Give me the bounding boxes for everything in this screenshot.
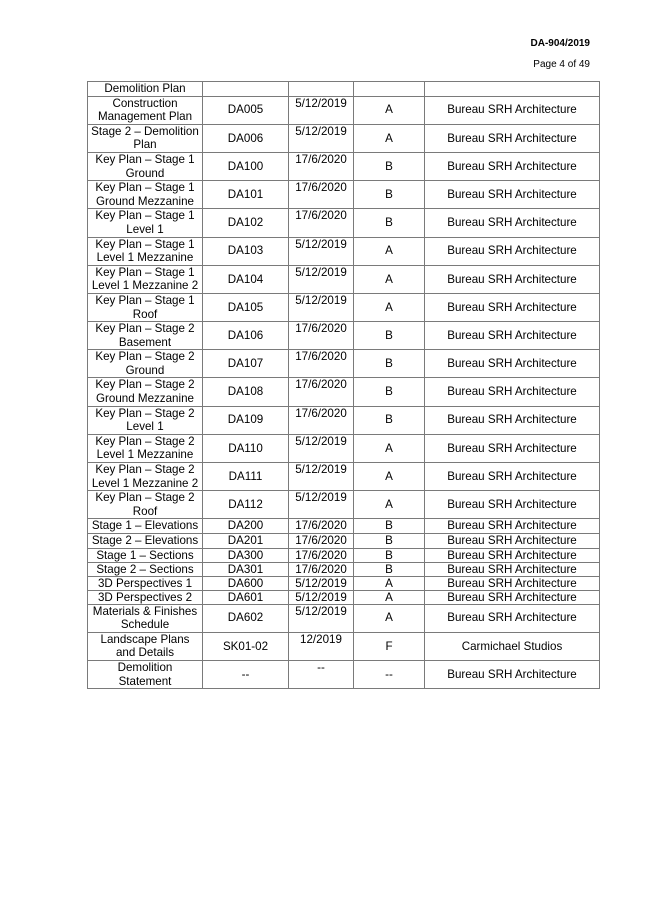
plan-date-cell: 5/12/2019 bbox=[289, 434, 354, 462]
plan-prepared-by-cell: Bureau SRH Architecture bbox=[425, 491, 600, 519]
plan-title-cell: Stage 1 – Sections bbox=[88, 548, 203, 562]
table-row bbox=[88, 322, 600, 350]
plan-prepared-by-cell: Bureau SRH Architecture bbox=[425, 378, 600, 406]
plan-prepared-by-cell: Carmichael Studios bbox=[425, 632, 600, 660]
plans-table-body bbox=[88, 82, 600, 689]
plan-date-cell: 17/6/2020 bbox=[289, 322, 354, 350]
plan-title-cell: Key Plan – Stage 1 Level 1 Mezzanine 2 bbox=[88, 265, 203, 293]
plan-title-cell: Key Plan – Stage 2 Ground bbox=[88, 350, 203, 378]
plan-prepared-by-cell: Bureau SRH Architecture bbox=[425, 96, 600, 124]
plan-number-cell: DA107 bbox=[203, 350, 289, 378]
table-row bbox=[88, 96, 600, 124]
plan-number-cell: DA106 bbox=[203, 322, 289, 350]
plan-prepared-by-cell: Bureau SRH Architecture bbox=[425, 590, 600, 604]
plan-title-cell: Key Plan – Stage 1 Roof bbox=[88, 293, 203, 321]
plan-prepared-by-cell: Bureau SRH Architecture bbox=[425, 463, 600, 491]
plan-title-cell: 3D Perspectives 2 bbox=[88, 590, 203, 604]
plan-date-cell: 12/2019 bbox=[289, 632, 354, 660]
plan-number-cell: DA602 bbox=[203, 604, 289, 632]
plan-title-cell: Key Plan – Stage 2 Basement bbox=[88, 322, 203, 350]
plan-prepared-by-cell: Bureau SRH Architecture bbox=[425, 293, 600, 321]
plan-title-cell: Stage 1 – Elevations bbox=[88, 519, 203, 534]
plan-date-cell: 17/6/2020 bbox=[289, 209, 354, 237]
table-row bbox=[88, 434, 600, 462]
plan-revision-cell: A bbox=[354, 491, 425, 519]
plan-date-cell: 17/6/2020 bbox=[289, 519, 354, 534]
plan-date-cell: 17/6/2020 bbox=[289, 406, 354, 434]
plan-date-cell: 5/12/2019 bbox=[289, 237, 354, 265]
plan-revision-cell: B bbox=[354, 378, 425, 406]
plan-revision-cell: A bbox=[354, 604, 425, 632]
plan-prepared-by-cell bbox=[425, 82, 600, 97]
plan-revision-cell: A bbox=[354, 124, 425, 152]
plan-number-cell: DA601 bbox=[203, 590, 289, 604]
plan-number-cell: DA103 bbox=[203, 237, 289, 265]
plan-prepared-by-cell: Bureau SRH Architecture bbox=[425, 562, 600, 576]
plan-date-cell: 17/6/2020 bbox=[289, 181, 354, 209]
table-row bbox=[88, 463, 600, 491]
table-row bbox=[88, 562, 600, 576]
table-row bbox=[88, 350, 600, 378]
plan-number-cell: DA005 bbox=[203, 96, 289, 124]
plan-revision-cell: A bbox=[354, 590, 425, 604]
plan-title-cell: 3D Perspectives 1 bbox=[88, 576, 203, 590]
plan-date-cell: -- bbox=[289, 660, 354, 688]
plan-revision-cell: B bbox=[354, 322, 425, 350]
plan-revision-cell: B bbox=[354, 519, 425, 534]
plan-title-cell: Key Plan – Stage 1 Ground Mezzanine bbox=[88, 181, 203, 209]
plan-revision-cell: B bbox=[354, 350, 425, 378]
plan-date-cell: 5/12/2019 bbox=[289, 576, 354, 590]
table-row bbox=[88, 590, 600, 604]
plan-number-cell: SK01-02 bbox=[203, 632, 289, 660]
table-row bbox=[88, 491, 600, 519]
plan-date-cell: 17/6/2020 bbox=[289, 152, 354, 180]
plan-date-cell: 5/12/2019 bbox=[289, 124, 354, 152]
plan-number-cell: DA301 bbox=[203, 562, 289, 576]
table-row bbox=[88, 237, 600, 265]
table-row bbox=[88, 548, 600, 562]
plan-prepared-by-cell: Bureau SRH Architecture bbox=[425, 576, 600, 590]
plan-number-cell: DA600 bbox=[203, 576, 289, 590]
plan-title-cell: Key Plan – Stage 2 Level 1 Mezzanine bbox=[88, 434, 203, 462]
plan-number-cell: DA110 bbox=[203, 434, 289, 462]
plan-revision-cell: A bbox=[354, 265, 425, 293]
table-row bbox=[88, 576, 600, 590]
plan-prepared-by-cell: Bureau SRH Architecture bbox=[425, 181, 600, 209]
plan-prepared-by-cell: Bureau SRH Architecture bbox=[425, 322, 600, 350]
plan-prepared-by-cell: Bureau SRH Architecture bbox=[425, 604, 600, 632]
plan-date-cell: 17/6/2020 bbox=[289, 562, 354, 576]
plan-title-cell: Materials & Finishes Schedule bbox=[88, 604, 203, 632]
plan-revision-cell: A bbox=[354, 463, 425, 491]
plan-date-cell: 17/6/2020 bbox=[289, 548, 354, 562]
plan-number-cell: DA201 bbox=[203, 534, 289, 549]
plan-revision-cell: B bbox=[354, 209, 425, 237]
plan-revision-cell: B bbox=[354, 181, 425, 209]
table-row bbox=[88, 152, 600, 180]
table-row bbox=[88, 534, 600, 549]
plan-date-cell: 17/6/2020 bbox=[289, 534, 354, 549]
plan-date-cell: 5/12/2019 bbox=[289, 604, 354, 632]
plan-number-cell bbox=[203, 82, 289, 97]
plan-title-cell: Key Plan – Stage 1 Level 1 Mezzanine bbox=[88, 237, 203, 265]
table-row bbox=[88, 181, 600, 209]
plan-date-cell: 17/6/2020 bbox=[289, 350, 354, 378]
plan-title-cell: Key Plan – Stage 1 Level 1 bbox=[88, 209, 203, 237]
plan-number-cell: DA200 bbox=[203, 519, 289, 534]
plan-number-cell: DA108 bbox=[203, 378, 289, 406]
table-row bbox=[88, 209, 600, 237]
table-row bbox=[88, 660, 600, 688]
plan-date-cell: 5/12/2019 bbox=[289, 491, 354, 519]
table-row bbox=[88, 378, 600, 406]
plan-number-cell: DA112 bbox=[203, 491, 289, 519]
document-reference: DA-904/2019 bbox=[530, 38, 590, 49]
plan-number-cell: -- bbox=[203, 660, 289, 688]
plan-title-cell: Stage 2 – Demolition Plan bbox=[88, 124, 203, 152]
plan-title-cell: Stage 2 – Elevations bbox=[88, 534, 203, 549]
page-number: Page 4 of 49 bbox=[533, 59, 590, 70]
plan-date-cell: 5/12/2019 bbox=[289, 590, 354, 604]
plan-revision-cell: B bbox=[354, 406, 425, 434]
plan-number-cell: DA102 bbox=[203, 209, 289, 237]
plan-revision-cell: B bbox=[354, 562, 425, 576]
plan-number-cell: DA111 bbox=[203, 463, 289, 491]
plan-prepared-by-cell: Bureau SRH Architecture bbox=[425, 265, 600, 293]
plan-prepared-by-cell: Bureau SRH Architecture bbox=[425, 548, 600, 562]
plan-revision-cell: A bbox=[354, 237, 425, 265]
plan-date-cell bbox=[289, 82, 354, 97]
plan-revision-cell: -- bbox=[354, 660, 425, 688]
plan-prepared-by-cell: Bureau SRH Architecture bbox=[425, 209, 600, 237]
plan-title-cell: Demolition Statement bbox=[88, 660, 203, 688]
plan-number-cell: DA104 bbox=[203, 265, 289, 293]
plan-revision-cell: B bbox=[354, 534, 425, 549]
plan-prepared-by-cell: Bureau SRH Architecture bbox=[425, 350, 600, 378]
plan-number-cell: DA101 bbox=[203, 181, 289, 209]
plan-title-cell: Demolition Plan bbox=[88, 82, 203, 97]
plan-title-cell: Key Plan – Stage 2 Ground Mezzanine bbox=[88, 378, 203, 406]
table-row bbox=[88, 604, 600, 632]
plan-number-cell: DA100 bbox=[203, 152, 289, 180]
table-row bbox=[88, 519, 600, 534]
plan-revision-cell: F bbox=[354, 632, 425, 660]
plan-revision-cell: A bbox=[354, 293, 425, 321]
plan-prepared-by-cell: Bureau SRH Architecture bbox=[425, 660, 600, 688]
plan-title-cell: Key Plan – Stage 1 Ground bbox=[88, 152, 203, 180]
plan-revision-cell bbox=[354, 82, 425, 97]
plan-number-cell: DA300 bbox=[203, 548, 289, 562]
plan-date-cell: 5/12/2019 bbox=[289, 463, 354, 491]
plan-date-cell: 5/12/2019 bbox=[289, 265, 354, 293]
plan-revision-cell: B bbox=[354, 548, 425, 562]
plan-revision-cell: A bbox=[354, 96, 425, 124]
table-row bbox=[88, 293, 600, 321]
plan-date-cell: 5/12/2019 bbox=[289, 293, 354, 321]
plan-prepared-by-cell: Bureau SRH Architecture bbox=[425, 237, 600, 265]
plan-revision-cell: A bbox=[354, 434, 425, 462]
table-row bbox=[88, 82, 600, 97]
plan-title-cell: Landscape Plans and Details bbox=[88, 632, 203, 660]
table-row bbox=[88, 406, 600, 434]
plans-table bbox=[87, 81, 600, 689]
table-row bbox=[88, 265, 600, 293]
plan-revision-cell: A bbox=[354, 576, 425, 590]
plan-title-cell: Stage 2 – Sections bbox=[88, 562, 203, 576]
plan-title-cell: Key Plan – Stage 2 Level 1 Mezzanine 2 bbox=[88, 463, 203, 491]
plan-title-cell: Key Plan – Stage 2 Level 1 bbox=[88, 406, 203, 434]
plan-prepared-by-cell: Bureau SRH Architecture bbox=[425, 124, 600, 152]
plan-number-cell: DA105 bbox=[203, 293, 289, 321]
plan-prepared-by-cell: Bureau SRH Architecture bbox=[425, 434, 600, 462]
table-row bbox=[88, 124, 600, 152]
plan-title-cell: Key Plan – Stage 2 Roof bbox=[88, 491, 203, 519]
plan-date-cell: 17/6/2020 bbox=[289, 378, 354, 406]
plan-prepared-by-cell: Bureau SRH Architecture bbox=[425, 519, 600, 534]
plan-revision-cell: B bbox=[354, 152, 425, 180]
plan-prepared-by-cell: Bureau SRH Architecture bbox=[425, 534, 600, 549]
plan-prepared-by-cell: Bureau SRH Architecture bbox=[425, 152, 600, 180]
plan-number-cell: DA109 bbox=[203, 406, 289, 434]
plan-date-cell: 5/12/2019 bbox=[289, 96, 354, 124]
plan-prepared-by-cell: Bureau SRH Architecture bbox=[425, 406, 600, 434]
table-row bbox=[88, 632, 600, 660]
plan-title-cell: Construction Management Plan bbox=[88, 96, 203, 124]
plan-number-cell: DA006 bbox=[203, 124, 289, 152]
